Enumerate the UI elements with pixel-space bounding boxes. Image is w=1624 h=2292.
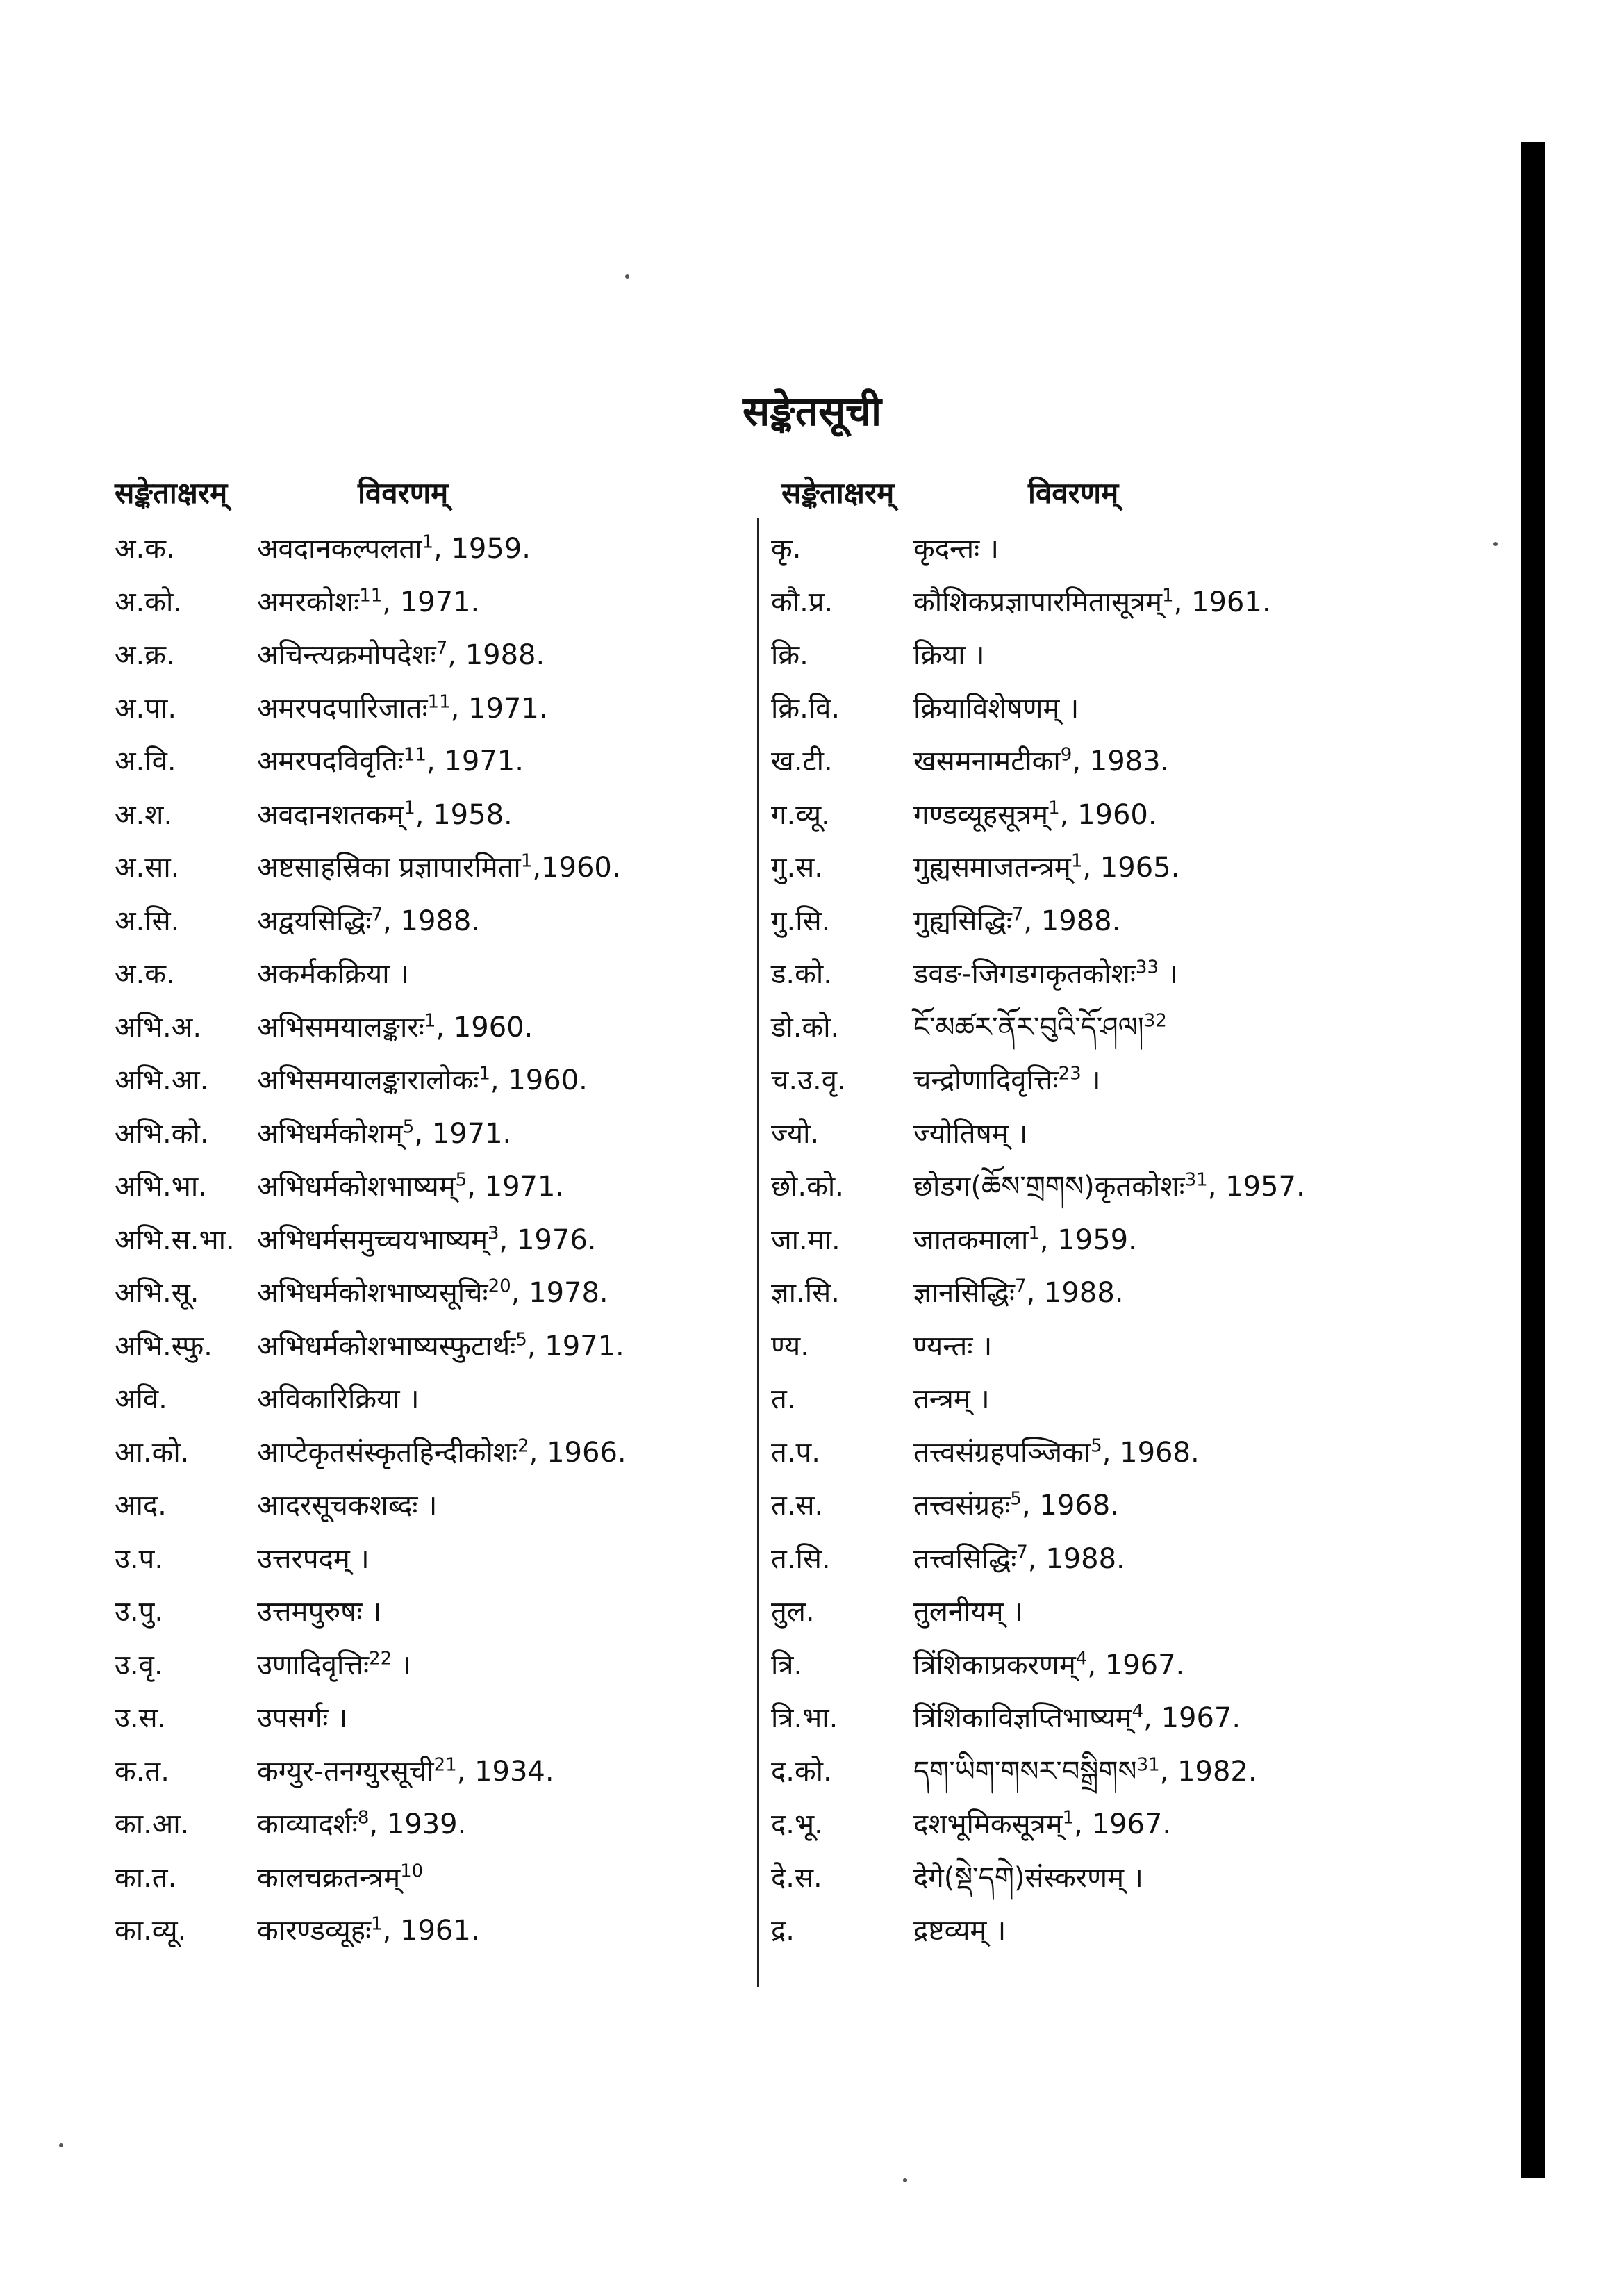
description <box>257 1697 347 1739</box>
source-reference-number: 11 <box>403 744 426 766</box>
abbreviation: ग.व्यू. <box>771 798 830 831</box>
publication-year: , 1934. <box>456 1755 554 1788</box>
description <box>257 582 479 623</box>
description-text: अकर्मकक्रिया । <box>257 958 409 990</box>
publication-year: , 1939. <box>369 1808 467 1840</box>
left-desc-header: विवरणम् <box>358 476 449 510</box>
description <box>913 1910 1006 1952</box>
source-reference-number: 7 <box>1011 904 1024 925</box>
scan-speck <box>903 2178 907 2182</box>
source-reference-number: 11 <box>359 585 383 607</box>
description-text: कौशिकप्रज्ञापारमितासूत्रम् <box>913 586 1163 618</box>
publication-year: , 1988. <box>383 905 481 937</box>
scan-edge-bar <box>1521 142 1545 2178</box>
description <box>913 1272 1124 1314</box>
source-reference-number: 7 <box>436 638 448 659</box>
abbreviation: क.त. <box>115 1755 169 1788</box>
description-text: खसमनामटीका <box>913 745 1061 777</box>
abbreviation: अ.को. <box>115 586 183 618</box>
publication-year: , 1978. <box>511 1277 608 1309</box>
description <box>257 900 480 942</box>
description-text: ज्ञानसिद्धिः <box>913 1277 1015 1309</box>
source-reference-number: 20 <box>488 1276 511 1297</box>
description <box>913 1485 1119 1526</box>
abbreviation: अ.क. <box>115 533 175 565</box>
source-reference-number: 1 <box>479 1063 490 1085</box>
abbreviation: जा.मा. <box>771 1223 840 1256</box>
description-text: गुह्यसमाजतन्त्रम् <box>913 852 1071 884</box>
description <box>913 1060 1101 1101</box>
abbreviation: अ.क. <box>115 958 175 990</box>
abbreviation: डो.को. <box>771 1011 840 1044</box>
description-text: कालचक्रतन्त्रम् <box>257 1861 401 1894</box>
publication-year: , 1968. <box>1102 1436 1200 1469</box>
description-text: तुलनीयम् । <box>913 1596 1023 1628</box>
abbreviation: द.को. <box>771 1755 832 1788</box>
publication-year: , 1988. <box>1027 1542 1125 1575</box>
description <box>257 1378 419 1420</box>
description <box>257 1804 466 1845</box>
abbreviation: ज्ञा.सि. <box>771 1277 840 1309</box>
description <box>257 634 545 676</box>
abbreviation: अभि.सू. <box>115 1277 199 1309</box>
publication-year: , 1988. <box>1026 1277 1124 1309</box>
description <box>257 1751 554 1792</box>
description-text: उत्तरपदम् । <box>257 1542 370 1575</box>
publication-year: , 1967. <box>1143 1702 1241 1734</box>
right-abbr-header: सङ्केताक्षरम् <box>781 476 895 510</box>
column-divider <box>757 518 759 1987</box>
description <box>913 1219 1137 1261</box>
source-reference-number: 1 <box>1062 1807 1075 1829</box>
description-text: कग्युर-तनग्युरसूची <box>257 1755 434 1788</box>
description-text: अभिसमयालङ्कारः <box>257 1011 424 1044</box>
description-text: तन्त्रम् । <box>913 1383 990 1415</box>
description-text: अभिधर्मकोशभाष्यस्फुटार्थः <box>257 1330 516 1362</box>
source-reference-number: 1 <box>1048 798 1060 819</box>
description-text: अभिधर्मकोशभाष्यम् <box>257 1171 456 1203</box>
description-text: दशभूमिकसूत्रम् <box>913 1808 1063 1840</box>
description <box>257 1644 411 1686</box>
abbreviation: ड.को. <box>771 958 832 990</box>
publication-year: , 1960. <box>436 1011 533 1044</box>
source-reference-number: 21 <box>433 1754 457 1776</box>
publication-year: , 1961. <box>1173 586 1271 618</box>
source-reference-number: 31 <box>1136 1754 1160 1776</box>
publication-year: ,1960. <box>532 852 621 884</box>
description <box>257 1910 480 1952</box>
publication-year: , 1958. <box>415 798 513 831</box>
source-reference-number: 9 <box>1060 744 1072 766</box>
scan-speck <box>1493 542 1498 546</box>
abbreviation: उ.पु. <box>115 1596 164 1628</box>
abbreviation: त्रि.भा. <box>771 1702 838 1734</box>
description <box>913 741 1169 782</box>
description <box>913 847 1179 889</box>
description <box>913 582 1271 623</box>
description-text: देगे(སྡེ་དགེ)संस्करणम् । <box>913 1861 1143 1894</box>
description <box>257 1272 608 1314</box>
source-reference-number: 2 <box>517 1435 529 1457</box>
description <box>257 1219 597 1261</box>
publication-year: , 1971. <box>426 745 524 777</box>
abbreviation: उ.वृ. <box>115 1649 163 1681</box>
publication-year: , 1967. <box>1087 1649 1185 1681</box>
description-text: गण्डव्यूहसूत्रम् <box>913 798 1049 831</box>
abbreviation: उ.प. <box>115 1542 164 1575</box>
abbreviation: त.स. <box>771 1490 824 1522</box>
source-reference-number: 33 <box>1135 957 1159 978</box>
description-text: कारण्डव्यूहः <box>257 1915 372 1947</box>
abbreviation: का.आ. <box>115 1808 190 1840</box>
description-text: उपसर्गः । <box>257 1702 348 1734</box>
description <box>257 528 531 570</box>
abbreviation: अभि.स्फु. <box>115 1330 213 1362</box>
description <box>913 1804 1171 1845</box>
description <box>257 1857 423 1899</box>
publication-year: , 1982. <box>1159 1755 1257 1788</box>
description <box>913 1591 1022 1633</box>
description <box>913 1697 1241 1739</box>
description-text: क्रिया । <box>913 639 985 671</box>
source-reference-number: 1 <box>1070 850 1083 872</box>
description-text: आदरसूचकशब्दः । <box>257 1490 438 1522</box>
description <box>913 1432 1200 1474</box>
description-text: द्रष्टव्यम् । <box>913 1915 1006 1947</box>
description <box>257 1007 533 1048</box>
description-text: जातकमाला <box>913 1223 1029 1256</box>
description <box>257 1538 370 1580</box>
description-text: आप्टेकृतसंस्कृतहिन्दीकोशः <box>257 1436 518 1469</box>
description-text: अभिधर्मकोशम् <box>257 1117 403 1150</box>
publication-year: , 1971. <box>450 692 548 725</box>
page-title: सङ्केतसूची <box>742 388 882 435</box>
publication-year: , 1988. <box>1023 905 1121 937</box>
abbreviation: द.भू. <box>771 1808 823 1840</box>
abbreviation: अभि.अ. <box>115 1011 202 1044</box>
publication-year: , 1971. <box>467 1171 565 1203</box>
source-reference-number: 1 <box>1028 1223 1040 1244</box>
source-reference-number: 8 <box>357 1807 370 1829</box>
description <box>913 688 1079 729</box>
publication-year: , 1961. <box>382 1915 480 1947</box>
abbreviation: अ.सा. <box>115 852 180 884</box>
source-reference-number: 32 <box>1143 1010 1167 1032</box>
abbreviation: क्रि.वि. <box>771 692 840 725</box>
description <box>913 794 1157 836</box>
publication-year: , 1968. <box>1021 1490 1119 1522</box>
abbreviation: ण्य. <box>771 1330 809 1362</box>
abbreviation: ज्यो. <box>771 1117 820 1150</box>
description <box>913 1857 1143 1899</box>
abbreviation: द्र. <box>771 1915 795 1947</box>
publication-year: । <box>1081 1064 1101 1096</box>
abbreviation: उ.स. <box>115 1702 167 1734</box>
source-reference-number: 5 <box>455 1169 467 1191</box>
description-text: अवदानशतकम् <box>257 798 404 831</box>
description <box>257 953 408 995</box>
description-text: ण्यन्तः । <box>913 1330 993 1362</box>
publication-year: , 1960. <box>490 1064 588 1096</box>
description-text: अविकारिक्रिया । <box>257 1383 420 1415</box>
abbreviation: अवि. <box>115 1383 167 1415</box>
publication-year: , 1957. <box>1207 1171 1305 1203</box>
description-text: तत्त्वसिद्धिः <box>913 1542 1017 1575</box>
source-reference-number: 22 <box>369 1648 392 1669</box>
description <box>257 688 548 729</box>
source-reference-number: 1 <box>404 798 415 819</box>
abbreviation: तुल. <box>771 1596 815 1628</box>
description <box>257 794 513 836</box>
description-text: अभिधर्मसमुच्चयभाष्यम् <box>257 1223 488 1256</box>
source-reference-number: 3 <box>488 1223 499 1244</box>
source-reference-number: 4 <box>1075 1648 1088 1669</box>
description-text: तत्त्वसंग्रहः <box>913 1490 1011 1522</box>
abbreviation: त.प. <box>771 1436 820 1469</box>
description-text: ངོ་མཚར་ནོར་བུའི་དོ་ཤལ། <box>913 1011 1144 1044</box>
source-reference-number: 31 <box>1184 1169 1208 1191</box>
description-text: དག་ཡིག་གསར་བསྒྲིགས <box>913 1755 1137 1788</box>
abbreviation: अ.वि. <box>115 745 176 777</box>
description <box>257 1060 588 1101</box>
source-reference-number: 7 <box>371 904 383 925</box>
publication-year: । <box>1159 958 1178 990</box>
description-text: ज्योतिषम् । <box>913 1117 1028 1150</box>
description-text: अमरपदविवृतिः <box>257 745 404 777</box>
description <box>913 1326 992 1367</box>
abbreviation: च.उ.वृ. <box>771 1064 846 1096</box>
abbreviation: का.व्यू. <box>115 1915 187 1947</box>
publication-year: , 1988. <box>447 639 545 671</box>
scan-speck <box>59 2143 63 2147</box>
publication-year: , 1959. <box>1039 1223 1137 1256</box>
source-reference-number: 5 <box>1010 1488 1022 1510</box>
abbreviation: कौ.प्र. <box>771 586 834 618</box>
description-text: उणादिवृत्तिः <box>257 1649 370 1681</box>
source-reference-number: 23 <box>1058 1063 1082 1085</box>
description <box>913 528 999 570</box>
publication-year: , 1976. <box>499 1223 597 1256</box>
source-reference-number: 11 <box>427 691 451 713</box>
abbreviation: गु.सि. <box>771 905 831 937</box>
description-text: डवङ-जिगडगकृतकोशः <box>913 958 1136 990</box>
publication-year: , 1971. <box>414 1117 512 1150</box>
abbreviation: अभि.भा. <box>115 1171 207 1203</box>
abbreviation: अभि.आ. <box>115 1064 209 1096</box>
abbreviation: त.सि. <box>771 1542 831 1575</box>
source-reference-number: 1 <box>424 1010 436 1032</box>
left-abbr-header: सङ्केताक्षरम् <box>115 476 228 510</box>
source-reference-number: 1 <box>1162 585 1174 607</box>
abbreviation: अ.पा. <box>115 692 177 725</box>
description-text: अमरपदपारिजातः <box>257 692 428 725</box>
source-reference-number: 1 <box>422 531 434 553</box>
source-reference-number: 7 <box>1015 1276 1027 1297</box>
description-text: त्रिंशिकाप्रकरणम् <box>913 1649 1076 1681</box>
abbreviation: का.त. <box>115 1861 177 1894</box>
source-reference-number: 5 <box>1091 1435 1102 1457</box>
abbreviation: अभि.स.भा. <box>115 1223 235 1256</box>
abbreviation: क्रि. <box>771 639 809 671</box>
abbreviation: दे.स. <box>771 1861 822 1894</box>
source-reference-number: 10 <box>400 1861 424 1882</box>
description <box>257 847 621 889</box>
description-text: काव्यादर्शः <box>257 1808 358 1840</box>
description-text: क्रियाविशेषणम् । <box>913 692 1079 725</box>
description <box>913 634 985 676</box>
publication-year: , 1959. <box>433 533 531 565</box>
description-text: चन्द्रोणादिवृत्तिः <box>913 1064 1059 1096</box>
abbreviation: अ.श. <box>115 798 173 831</box>
source-reference-number: 5 <box>402 1116 415 1138</box>
publication-year: , 1960. <box>1059 798 1157 831</box>
publication-year: , 1983. <box>1072 745 1170 777</box>
publication-year: , 1971. <box>382 586 480 618</box>
abbreviation: अ.क्र. <box>115 639 175 671</box>
description-text: गुह्यसिद्धिः <box>913 905 1012 937</box>
abbreviation: त्रि. <box>771 1649 803 1681</box>
abbreviation: गु.स. <box>771 852 823 884</box>
description <box>913 1751 1257 1792</box>
description-text: अचिन्त्यक्रमोपदेशः <box>257 639 436 671</box>
description <box>257 1485 437 1526</box>
abbreviation: कृ. <box>771 533 802 565</box>
description <box>913 1007 1167 1048</box>
description <box>913 1644 1184 1686</box>
description-text: कृदन्तः । <box>913 533 1000 565</box>
publication-year: , 1966. <box>529 1436 627 1469</box>
description <box>913 1166 1305 1207</box>
description <box>257 1166 564 1207</box>
description <box>257 1591 381 1633</box>
scan-speck <box>625 274 629 279</box>
right-desc-header: विवरणम् <box>1028 476 1119 510</box>
description-text: उत्तमपुरुषः । <box>257 1596 382 1628</box>
source-reference-number: 1 <box>371 1913 383 1935</box>
publication-year: । <box>392 1649 412 1681</box>
description <box>257 1432 627 1474</box>
description <box>913 1378 990 1420</box>
description <box>257 1326 624 1367</box>
publication-year: , 1967. <box>1074 1808 1172 1840</box>
description-text: तत्त्वसंग्रहपञ्जिका <box>913 1436 1091 1469</box>
description <box>913 953 1178 995</box>
description-text: अभिसमयालङ्कारालोकः <box>257 1064 479 1096</box>
abbreviation: अ.सि. <box>115 905 180 937</box>
description <box>257 1113 511 1155</box>
description <box>913 1113 1028 1155</box>
description <box>257 741 524 782</box>
description-text: अद्वयसिद्धिः <box>257 905 372 937</box>
abbreviation: त. <box>771 1383 796 1415</box>
description-text: अभिधर्मकोशभाष्यसूचिः <box>257 1277 488 1309</box>
description-text: अवदानकल्पलता <box>257 533 422 565</box>
description-text: अष्टसाहस्रिका प्रज्ञापारमिता <box>257 852 521 884</box>
source-reference-number: 4 <box>1132 1701 1144 1722</box>
description-text: अमरकोशः <box>257 586 360 618</box>
abbreviation: आ.को. <box>115 1436 190 1469</box>
publication-year: , 1965. <box>1082 852 1180 884</box>
publication-year: , 1971. <box>527 1330 624 1362</box>
description <box>913 900 1120 942</box>
abbreviation: ख.टी. <box>771 745 833 777</box>
description-text: त्रिंशिकाविज्ञप्तिभाष्यम् <box>913 1702 1132 1734</box>
description <box>913 1538 1125 1580</box>
abbreviation: अभि.को. <box>115 1117 209 1150</box>
abbreviation: छो.को. <box>771 1171 844 1203</box>
source-reference-number: 5 <box>515 1329 527 1351</box>
source-reference-number: 1 <box>520 850 533 872</box>
description-text: छोडग(ཆོས་གྲགས)कृतकोशः <box>913 1171 1185 1203</box>
source-reference-number: 7 <box>1016 1542 1028 1563</box>
abbreviation: आद. <box>115 1490 167 1522</box>
